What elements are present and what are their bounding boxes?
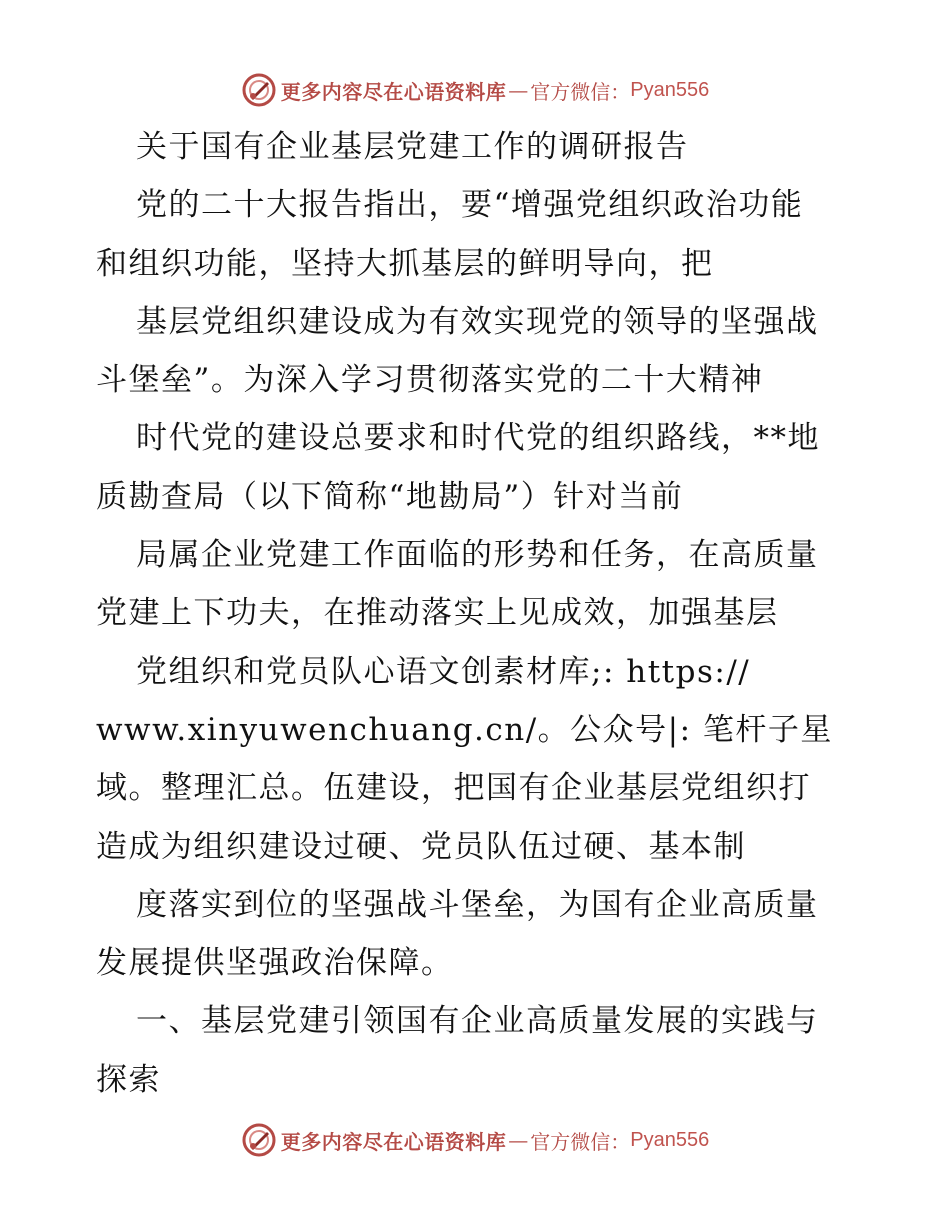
footer-brand-text: 更多内容尽在心语资料库 bbox=[280, 1129, 507, 1154]
footer-separator: — bbox=[508, 1128, 529, 1152]
header-banner bbox=[0, 70, 950, 110]
footer-subtitle: 官方微信： bbox=[530, 1129, 631, 1154]
doc-line: 党建上下功夫，在推动落实上见成效，加强基层 bbox=[96, 595, 779, 632]
header-brand-text: 更多内容尽在心语资料库 bbox=[280, 79, 507, 104]
doc-title: 关于国有企业基层党建工作的调研报告 bbox=[136, 129, 689, 165]
section-heading-continued: 探索 bbox=[96, 1061, 161, 1098]
doc-line: 基层党组织建设成为有效实现党的领导的坚强战 bbox=[136, 303, 819, 340]
brand-logo-icon bbox=[241, 1122, 277, 1158]
doc-line: 斗堡垒”。为深入学习贯彻落实党的二十大精神 bbox=[96, 362, 764, 399]
doc-line: 和组织功能，坚持大抓基层的鲜明导向，把 bbox=[96, 245, 714, 282]
footer-banner bbox=[0, 1120, 950, 1160]
doc-line: 时代党的建设总要求和时代党的组织路线，**地 bbox=[136, 420, 820, 457]
document-body bbox=[96, 118, 856, 1109]
brand-logo-icon bbox=[241, 72, 277, 108]
doc-line: 发展提供坚强政治保障。 bbox=[96, 945, 454, 982]
section-heading: 一、基层党建引领国有企业高质量发展的实践与 bbox=[136, 1003, 819, 1040]
doc-line: 域。整理汇总。伍建设，把国有企业基层党组织打 bbox=[96, 770, 811, 807]
header-wechat-id: Pyan556 bbox=[630, 78, 710, 101]
header-separator: — bbox=[508, 78, 529, 102]
footer-wechat-id: Pyan556 bbox=[630, 1128, 710, 1151]
doc-line: www.xinyuwenchuang.cn/。公众号|: 笔杆子星 bbox=[96, 711, 833, 748]
doc-line: 造成为组织建设过硬、党员队伍过硬、基本制 bbox=[96, 828, 746, 865]
header-subtitle: 官方微信： bbox=[530, 79, 631, 104]
doc-line: 党的二十大报告指出，要“增强党组织政治功能 bbox=[136, 187, 804, 224]
doc-line: 度落实到位的坚强战斗堡垒，为国有企业高质量 bbox=[136, 886, 819, 923]
doc-line: 局属企业党建工作面临的形势和任务，在高质量 bbox=[136, 537, 819, 574]
doc-line: 质勘查局（以下简称“地勘局”）针对当前 bbox=[96, 478, 684, 515]
doc-line: 党组织和党员队心语文创素材库;: https:// bbox=[136, 653, 751, 690]
